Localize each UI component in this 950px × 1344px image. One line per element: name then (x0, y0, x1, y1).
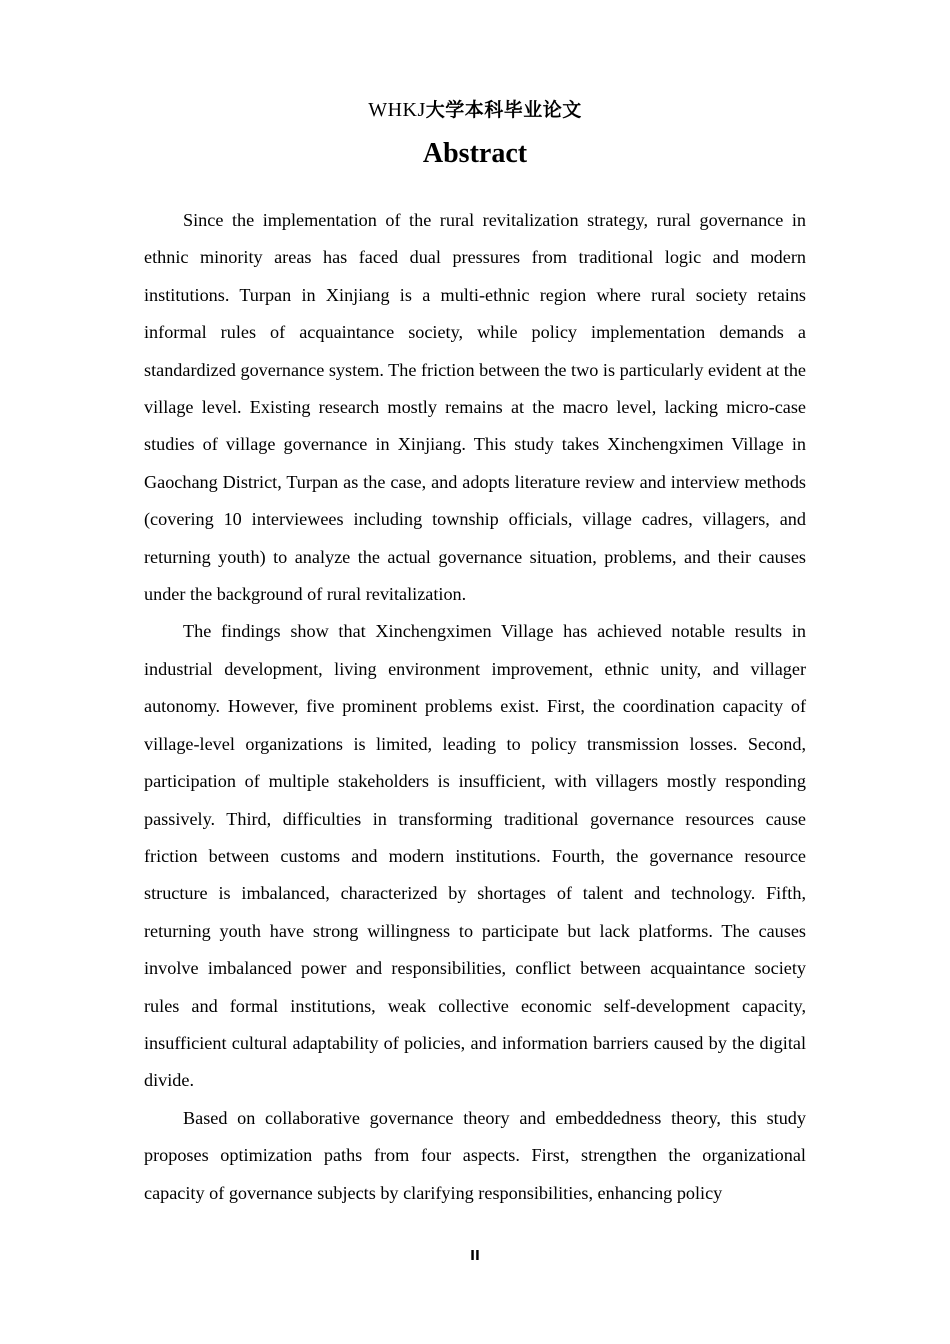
abstract-title: Abstract (422, 138, 528, 169)
page-number: II (470, 1249, 480, 1264)
header-title-cn: 大学本科毕业论文 (425, 99, 582, 121)
abstract-body (144, 202, 806, 1212)
running-header (0, 97, 950, 123)
abstract-paragraph-1: Since the implementation of the rural revitalization strategy, rural governance in ethnic minority areas has faced dual pressures from traditional logic and modern institutions. Turpan in Xinjiang is a multi-ethnic region where rural society retains informal rules of acquaintance society, while policy implementation demands a standardized governance system. The friction between the two is particularly evident at the village level. Existing research mostly remains at the macro level, lacking micro-case studies of village governance in Xinjiang. This study takes Xinchengximen Village in Gaochang District, Turpan as the case, and adopts literature review and interview methods (covering 10 interviewees including township officials, village cadres, villagers, and returning youth) to analyze the actual governance situation, problems, and their causes under the background of rural revitalization. (144, 210, 806, 605)
header-code: WHKJ (368, 99, 426, 121)
abstract-paragraph-2: The findings show that Xinchengximen Village has achieved notable results in industrial development, living environment improvement, ethnic unity, and villager autonomy. However, five prominent problems exist. First, the coordination capacity of village-level organizations is limited, leading to policy transmission losses. Second, participation of multiple stakeholders is insufficient, with villagers mostly responding passively. Third, difficulties in transforming traditional governance resources cause friction between customs and modern institutions. Fourth, the governance resource structure is imbalanced, characterized by shortages of talent and technology. Fifth, returning youth have strong willingness to participate but lack platforms. The causes involve imbalanced power and responsibilities, conflict between acquaintance society rules and formal institutions, weak collective economic self-development capacity, insufficient cultural adaptability of policies, and information barriers caused by the digital divide. (144, 621, 806, 1091)
abstract-paragraph-3: Based on collaborative governance theory and embeddedness theory, this study proposes optimization paths from four aspects. First, strengthen the organizational capacity of governance subjects by clarifying responsibilities, enhancing policy (144, 1107, 806, 1203)
